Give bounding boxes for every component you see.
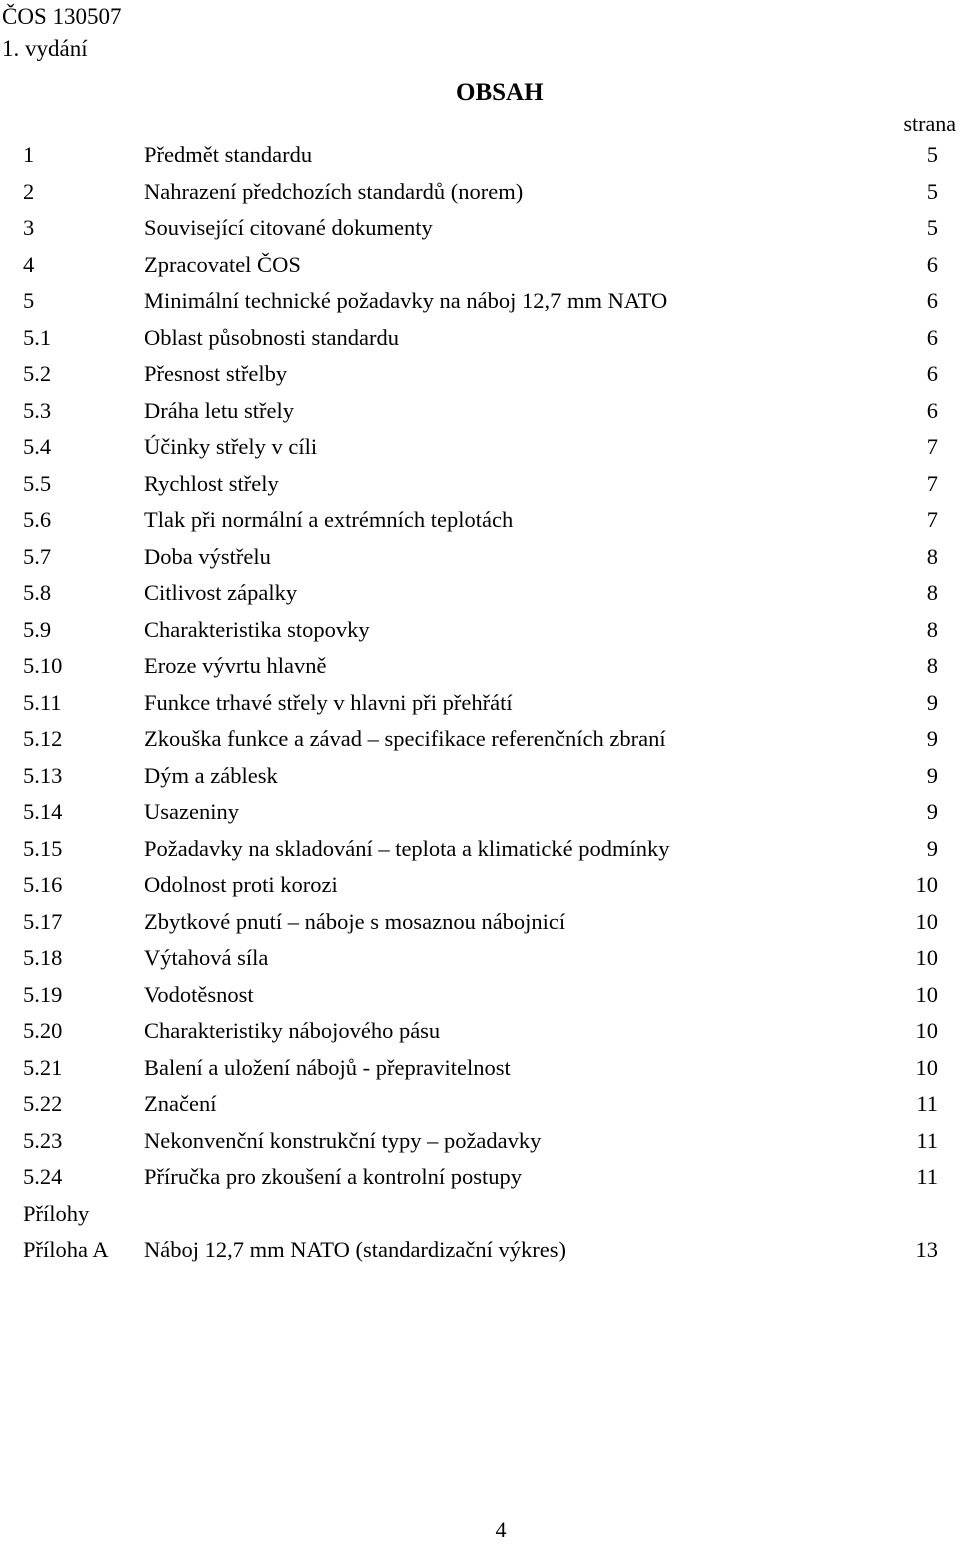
toc-row <box>0 612 960 648</box>
toc-row <box>0 1123 960 1159</box>
toc-section-number: 5.22 <box>23 1091 63 1116</box>
toc-section-number: 5.17 <box>23 908 63 934</box>
toc-section-number: 5.5 <box>23 470 52 496</box>
toc-row <box>0 1086 960 1122</box>
toc-page-number: 10 <box>915 908 938 934</box>
toc-section-number: 5.13 <box>23 762 63 788</box>
toc-page-number: 11 <box>916 1091 938 1116</box>
toc-page-number: 9 <box>926 799 938 824</box>
toc-row <box>0 466 960 502</box>
toc-page-number: 7 <box>926 470 938 496</box>
toc-section-title: Náboj 12,7 mm NATO (standardizační výkres) <box>144 1237 566 1262</box>
toc-section-number: 5.8 <box>23 580 52 605</box>
toc-page-number: 5 <box>926 142 938 167</box>
toc-section-number: 5.16 <box>23 872 63 897</box>
toc-page-number: 10 <box>915 1018 938 1043</box>
toc-section-title: Dráha letu střely <box>144 397 294 423</box>
toc-section-title: Charakteristika stopovky <box>144 616 370 642</box>
toc-page-number: 13 <box>915 1237 938 1262</box>
toc-row <box>0 648 960 684</box>
toc-page-number: 9 <box>926 835 938 861</box>
toc-page-number: 7 <box>926 434 938 459</box>
toc-row <box>0 831 960 867</box>
toc-page-number: 6 <box>926 361 938 386</box>
toc-row <box>0 174 960 210</box>
toc-page-number: 9 <box>926 726 938 751</box>
toc-row <box>0 283 960 319</box>
toc-page-number: 6 <box>926 251 938 277</box>
toc-section-number: 1 <box>23 142 35 167</box>
toc-page-number: 9 <box>926 689 938 715</box>
toc-section-number: 5.21 <box>23 1054 63 1080</box>
toc-page-number: 10 <box>915 872 938 897</box>
toc-section-number: 5.2 <box>23 361 52 386</box>
toc-section-number: 2 <box>23 178 35 204</box>
toc-row <box>0 429 960 465</box>
toc-section-number: 5 <box>23 288 35 313</box>
toc-page-number: 6 <box>926 397 938 423</box>
toc-section-number: 5.11 <box>23 689 62 715</box>
toc-section-title: Charakteristiky nábojového pásu <box>144 1018 441 1043</box>
toc-section-title: Nahrazení předchozích standardů (norem) <box>144 178 524 204</box>
toc-row <box>0 685 960 721</box>
toc-section-title: Související citované dokumenty <box>144 215 433 240</box>
toc-section-title: Vodotěsnost <box>144 981 254 1007</box>
toc-page-number: 10 <box>915 1054 938 1080</box>
toc-section-title: Dým a záblesk <box>144 762 278 788</box>
toc-section-title: Rychlost střely <box>144 470 279 496</box>
toc-section-number: 5.7 <box>23 543 52 569</box>
toc-row <box>0 320 960 356</box>
toc-section-title: Značení <box>144 1091 217 1116</box>
toc-section-number: 5.23 <box>23 1127 63 1153</box>
toc-page-number: 11 <box>916 1127 938 1153</box>
toc-page-number: 5 <box>926 178 938 204</box>
toc-section-title: Příručka pro zkoušení a kontrolní postupy <box>144 1164 523 1189</box>
toc-section-title: Odolnost proti korozi <box>144 872 338 897</box>
toc-page-number: 9 <box>926 762 938 788</box>
toc-page-number: 10 <box>915 945 938 970</box>
toc-row <box>0 721 960 757</box>
toc-section-number: 5.15 <box>23 835 63 861</box>
toc-section-number: Příloha A <box>23 1237 109 1262</box>
toc-section-number: 5.4 <box>23 434 52 459</box>
toc-row <box>0 794 960 830</box>
toc-section-title: Usazeniny <box>144 799 239 824</box>
toc-section-title: Balení a uložení nábojů - přepravitelnost <box>144 1054 511 1080</box>
toc-section-number: 5.1 <box>23 324 52 350</box>
document-edition: 1. vydání <box>2 36 88 61</box>
toc-row <box>0 1050 960 1086</box>
toc-section-title: Minimální technické požadavky na náboj 12,7 mm NATO <box>144 288 668 313</box>
toc-row <box>0 210 960 246</box>
toc-row <box>0 940 960 976</box>
toc-row <box>0 539 960 575</box>
toc-section-title: Nekonvenční konstrukční typy – požadavky <box>144 1127 542 1153</box>
footer-page-number-container <box>0 1516 960 1544</box>
toc-section-number: 5.12 <box>23 726 63 751</box>
toc-row <box>0 393 960 429</box>
toc-row <box>0 977 960 1013</box>
page-title: OBSAH <box>456 79 544 106</box>
toc-section-title: Eroze vývrtu hlavně <box>144 653 327 678</box>
toc-section-number: 5.20 <box>23 1018 63 1043</box>
toc-row <box>0 575 960 611</box>
toc-section-title: Oblast působnosti standardu <box>144 324 399 350</box>
page-column-label: strana <box>903 111 956 136</box>
toc-row <box>0 867 960 903</box>
toc-section-number: 5.14 <box>23 799 63 824</box>
toc-page-number: 8 <box>926 580 938 605</box>
toc-page-number: 6 <box>926 288 938 313</box>
toc-section-title: Účinky střely v cíli <box>144 434 318 459</box>
toc-section-title: Požadavky na skladování – teplota a klimatické podmínky <box>144 835 670 861</box>
toc-row <box>0 356 960 392</box>
toc-section-title: Přesnost střelby <box>144 361 288 386</box>
toc-section-title: Výtahová síla <box>144 945 269 970</box>
toc-section-title: Předmět standardu <box>144 142 313 167</box>
toc-section-title: Tlak při normální a extrémních teplotách <box>144 507 514 532</box>
toc-page-number: 11 <box>916 1164 938 1189</box>
toc-page-number: 5 <box>926 215 938 240</box>
toc-section-number: 5.3 <box>23 397 52 423</box>
toc-section-number: 5.9 <box>23 616 52 642</box>
toc-section-number: 5.10 <box>23 653 63 678</box>
toc-page-number: 8 <box>926 543 938 569</box>
toc-section-title: Zbytkové pnutí – náboje s mosaznou nábojnicí <box>144 908 566 934</box>
toc-row <box>0 1232 960 1268</box>
toc-section-title: Zkouška funkce a závad – specifikace referenčních zbraní <box>144 726 666 751</box>
toc-row <box>0 758 960 794</box>
toc-row <box>0 904 960 940</box>
toc-section-number: 3 <box>23 215 35 240</box>
toc-row <box>0 502 960 538</box>
toc-page-number: 8 <box>926 653 938 678</box>
toc-section-number: 5.19 <box>23 981 63 1007</box>
toc-row <box>0 1159 960 1195</box>
footer-page-number: 4 <box>495 1517 507 1542</box>
toc-section-number: 5.6 <box>23 507 52 532</box>
toc-section-title: Doba výstřelu <box>144 543 271 569</box>
document-code: ČOS 130507 <box>2 4 122 29</box>
toc-row <box>0 1013 960 1049</box>
toc-page-number: 6 <box>926 324 938 350</box>
toc-page-number: 10 <box>915 981 938 1007</box>
toc-section-number: 5.18 <box>23 945 63 970</box>
toc-section-number: 5.24 <box>23 1164 63 1189</box>
toc-section-title: Citlivost zápalky <box>144 580 298 605</box>
toc-section-title: Zpracovatel ČOS <box>144 251 301 277</box>
toc-page-number: 7 <box>926 507 938 532</box>
toc-page-number: 8 <box>926 616 938 642</box>
toc-row <box>0 1196 960 1232</box>
toc-section-title: Funkce trhavé střely v hlavni při přehřátí <box>144 689 513 715</box>
toc-section-number: 4 <box>23 251 35 277</box>
toc-row <box>0 247 960 283</box>
toc-section-number: Přílohy <box>23 1200 90 1226</box>
toc-row <box>0 137 960 173</box>
